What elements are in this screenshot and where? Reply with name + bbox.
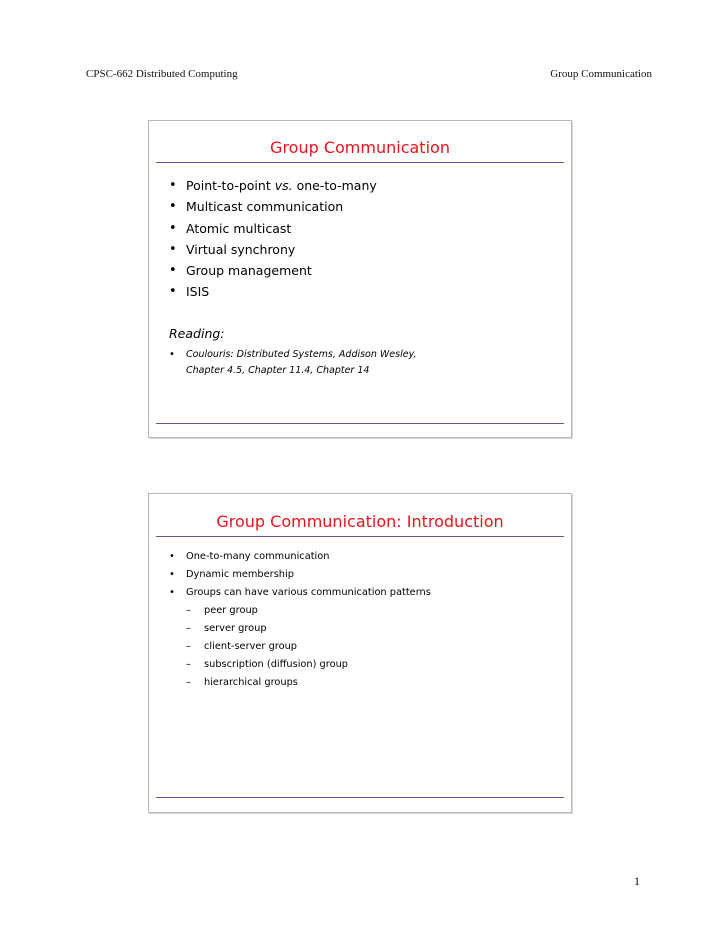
bullet-item: • One-to-many communication (169, 548, 431, 566)
bullet-item: • Dynamic membership (169, 566, 431, 584)
dash-icon: – (186, 623, 191, 634)
slide-2 (148, 493, 572, 813)
dash-icon: – (186, 605, 191, 616)
sub-bullet-list (186, 602, 431, 692)
bullet-item: • Multicast communication (169, 196, 377, 217)
bullet-icon: • (169, 241, 177, 257)
bullet-item: • Point-to-point vs. one-to-many (169, 175, 377, 196)
bullet-item: • Group management (169, 260, 377, 281)
reading-label: Reading: (169, 326, 225, 341)
reading-list (169, 347, 417, 379)
bullet-item: • Virtual synchrony (169, 239, 377, 260)
slide-1 (148, 120, 572, 438)
bullet-item: • Atomic multicast (169, 218, 377, 239)
bullet-icon: • (169, 349, 175, 360)
bullet-icon: • (169, 220, 177, 236)
slide-2-top-rule (156, 536, 564, 537)
sub-bullet-item: – server group (186, 620, 431, 638)
dash-icon: – (186, 677, 191, 688)
dash-icon: – (186, 659, 191, 670)
slide-1-top-rule (156, 162, 564, 163)
slide-1-bottom-rule (156, 423, 564, 424)
slide-2-title: Group Communication: Introduction (216, 512, 504, 531)
bullet-icon: • (169, 551, 175, 562)
bullet-item: • ISIS (169, 281, 377, 302)
sub-bullet-item: – client-server group (186, 638, 431, 656)
section-title: Group Communication (550, 68, 652, 80)
dash-icon: – (186, 641, 191, 652)
bullet-item: • Groups can have various communication patterns – peer group – server group – client-server group – subscription (diffusion) group – hierarchical groups (169, 584, 431, 692)
sub-bullet-item: – subscription (diffusion) group (186, 656, 431, 674)
slide-1-title: Group Communication (270, 138, 450, 157)
bullet-icon: • (169, 569, 175, 580)
slide-2-bullet-list (169, 548, 431, 692)
page-number: 1 (634, 874, 640, 888)
bullet-icon: • (169, 263, 177, 279)
bullet-icon: • (169, 284, 177, 300)
sub-bullet-item: – hierarchical groups (186, 674, 431, 692)
sub-bullet-item: – peer group (186, 602, 431, 620)
slide-1-bullet-list (169, 175, 377, 303)
slide-2-bottom-rule (156, 797, 564, 798)
page-header (86, 68, 652, 84)
bullet-icon: • (169, 587, 175, 598)
bullet-icon: • (169, 178, 177, 193)
reading-item: • Coulouris: Distributed Systems, Addison Wesley, Chapter 4.5, Chapter 11.4, Chapter 14 (169, 349, 417, 376)
bullet-icon: • (169, 199, 177, 215)
course-title: CPSC-662 Distributed Computing (86, 68, 238, 80)
